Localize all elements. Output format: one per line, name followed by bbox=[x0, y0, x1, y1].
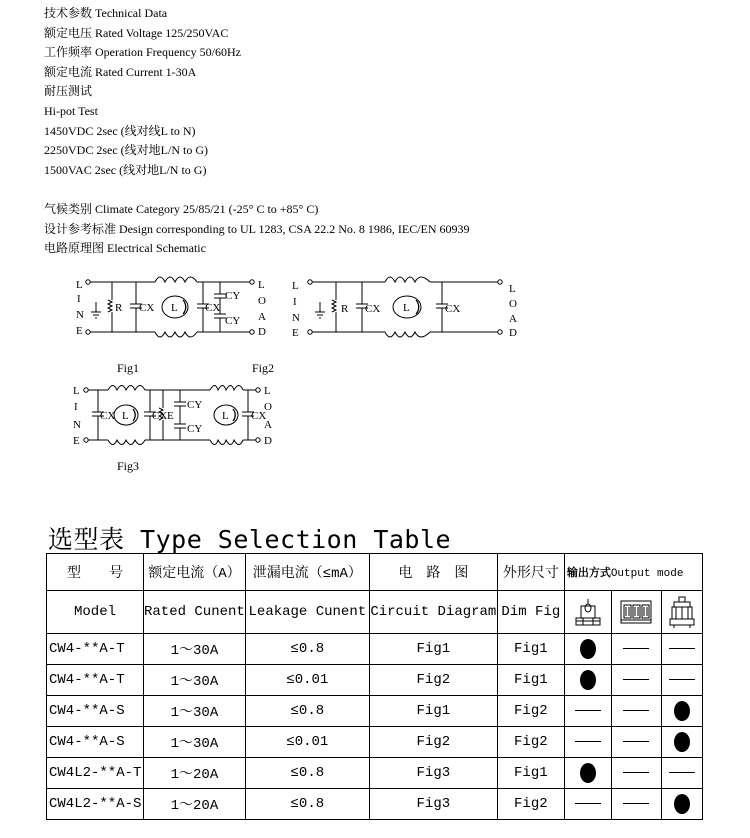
fig1-caption: Fig1 bbox=[117, 361, 140, 375]
cell-output-mode-3 bbox=[661, 696, 702, 727]
unavailable-dash-icon bbox=[575, 741, 601, 742]
fig2-cx1-label: CX bbox=[365, 303, 381, 315]
table-row bbox=[47, 634, 703, 665]
cell-model: CW4-**A-T bbox=[47, 665, 144, 696]
fig1-line-letter-4: E bbox=[76, 325, 83, 337]
table-row bbox=[47, 727, 703, 758]
cell-output-mode-1 bbox=[564, 634, 611, 665]
fig2-line-letter-3: N bbox=[292, 312, 300, 324]
unavailable-dash-icon bbox=[623, 648, 649, 649]
cell-model: CW4L2-**A-S bbox=[47, 789, 144, 820]
header-rated-en: Rated Cunent bbox=[144, 591, 246, 634]
available-dot-icon bbox=[580, 763, 596, 783]
cell-model: CW4L2-**A-T bbox=[47, 758, 144, 789]
design-standard: 设计参考标准 Design corresponding to UL 1283, CSA 22.2 No. 8 1986, IEC/EN 60939 bbox=[44, 221, 470, 236]
climate-category: 气候类别 Climate Category 25/85/21 (-25° C to +85° C) bbox=[44, 201, 319, 216]
header-circuit-en: Circuit Diagram bbox=[369, 591, 497, 634]
fig3-line-letter-2: I bbox=[74, 401, 78, 413]
cell-model: CW4-**A-T bbox=[47, 634, 144, 665]
fig2-r-label: R bbox=[341, 303, 349, 315]
tech-data-heading: 技术参数 Technical Data bbox=[44, 6, 168, 20]
cell-output-mode-3 bbox=[661, 727, 702, 758]
hipot-heading-cn: 耐压测试 bbox=[44, 84, 93, 99]
fig3-line-letter-3: N bbox=[73, 419, 81, 431]
available-dot-icon bbox=[674, 701, 690, 721]
table-row bbox=[47, 696, 703, 727]
header-output-mode bbox=[564, 554, 702, 591]
cell-circuit-diagram: Fig2 bbox=[369, 727, 497, 758]
fig1-r-label: R bbox=[115, 302, 123, 314]
hipot-line-1: 1450VDC 2sec (线对线L to N) bbox=[44, 123, 196, 138]
header-model-en: Model bbox=[47, 591, 144, 634]
unavailable-dash-icon bbox=[669, 679, 695, 680]
fig1-cy2-label: CY bbox=[225, 315, 241, 327]
fig3-cx1-label: CX bbox=[100, 410, 116, 422]
fig1-line-letter-2: I bbox=[77, 293, 81, 305]
fig1-line-letter-1: L bbox=[76, 279, 83, 291]
cell-circuit-diagram: Fig2 bbox=[369, 665, 497, 696]
fig3-load-letter-3: A bbox=[264, 419, 272, 431]
fig1-line-letter-3: N bbox=[76, 309, 84, 321]
rated-voltage: 额定电压 Rated Voltage 125/250VAC bbox=[44, 25, 229, 40]
cell-leakage-current: ≤0.8 bbox=[245, 634, 369, 665]
fig3-line-letter-4: E bbox=[73, 435, 80, 447]
cell-rated-current: 1～30A bbox=[144, 634, 246, 665]
unavailable-dash-icon bbox=[623, 803, 649, 804]
header-model-cn: 型 号 bbox=[47, 554, 144, 591]
fig2-caption: Fig2 bbox=[252, 361, 275, 375]
fig3-load-letter-4: D bbox=[264, 435, 272, 447]
rated-current: 额定电流 Rated Current 1-30A bbox=[44, 64, 197, 79]
fig1-diagram bbox=[86, 277, 254, 337]
cell-output-mode-2 bbox=[611, 758, 661, 789]
screw-terminal-block-icon bbox=[611, 591, 661, 634]
cell-dim-fig: Fig1 bbox=[497, 758, 564, 789]
cell-rated-current: 1～20A bbox=[144, 758, 246, 789]
cell-output-mode-2 bbox=[611, 789, 661, 820]
electrical-schematic bbox=[0, 262, 750, 477]
cell-leakage-current: ≤0.8 bbox=[245, 789, 369, 820]
cell-rated-current: 1～30A bbox=[144, 696, 246, 727]
type-selection-table bbox=[46, 553, 703, 820]
header-leak-en: Leakage Cunent bbox=[245, 591, 369, 634]
unavailable-dash-icon bbox=[575, 803, 601, 804]
cell-circuit-diagram: Fig1 bbox=[369, 696, 497, 727]
fig3-cy1-label: CY bbox=[187, 399, 203, 411]
cell-dim-fig: Fig2 bbox=[497, 696, 564, 727]
cell-dim-fig: Fig1 bbox=[497, 665, 564, 696]
unavailable-dash-icon bbox=[623, 710, 649, 711]
cell-leakage-current: ≤0.8 bbox=[245, 758, 369, 789]
cell-output-mode-2 bbox=[611, 696, 661, 727]
fig2-load-letter-3: A bbox=[509, 313, 517, 325]
cell-output-mode-1 bbox=[564, 789, 611, 820]
fig1-l-label: L bbox=[171, 302, 178, 314]
fig1-load-letter-3: A bbox=[258, 311, 266, 323]
header-circuit-cn: 电 路 图 bbox=[369, 554, 497, 591]
header-rated-cn: 额定电流（A） bbox=[144, 554, 246, 591]
fig2-line-letter-1: L bbox=[292, 280, 299, 292]
cell-dim-fig: Fig2 bbox=[497, 789, 564, 820]
fig2-line-letter-4: E bbox=[292, 327, 299, 339]
header-dim-en: Dim Fig bbox=[497, 591, 564, 634]
fig2-l-label: L bbox=[403, 302, 410, 314]
fig1-cy1-label: CY bbox=[225, 290, 241, 302]
hipot-heading-en: Hi-pot Test bbox=[44, 103, 98, 118]
fig2-load-letter-1: L bbox=[509, 283, 516, 295]
cell-circuit-diagram: Fig3 bbox=[369, 789, 497, 820]
cell-model: CW4-**A-S bbox=[47, 696, 144, 727]
terminal-tab-icon bbox=[564, 591, 611, 634]
type-selection-title: 选型表 Type Selection Table bbox=[48, 525, 452, 554]
cell-output-mode-3 bbox=[661, 758, 702, 789]
unavailable-dash-icon bbox=[623, 772, 649, 773]
fig3-cx3-label: CX bbox=[251, 410, 267, 422]
header-output-cn: 输出方式 bbox=[566, 568, 611, 580]
cell-rated-current: 1～30A bbox=[144, 665, 246, 696]
unavailable-dash-icon bbox=[669, 772, 695, 773]
cell-rated-current: 1～30A bbox=[144, 727, 246, 758]
stud-terminal-icon bbox=[661, 591, 702, 634]
cell-dim-fig: Fig2 bbox=[497, 727, 564, 758]
cell-output-mode-2 bbox=[611, 665, 661, 696]
fig3-cx2-label: CX bbox=[152, 410, 168, 422]
cell-leakage-current: ≤0.01 bbox=[245, 727, 369, 758]
cell-output-mode-2 bbox=[611, 727, 661, 758]
cell-output-mode-3 bbox=[661, 634, 702, 665]
available-dot-icon bbox=[674, 732, 690, 752]
fig2-load-letter-4: D bbox=[509, 327, 517, 339]
technical-data-section bbox=[44, 4, 470, 259]
unavailable-dash-icon bbox=[623, 741, 649, 742]
table-row bbox=[47, 665, 703, 696]
fig3-load-letter-2: O bbox=[264, 401, 272, 413]
fig3-e-label: E bbox=[167, 410, 174, 422]
cell-rated-current: 1～20A bbox=[144, 789, 246, 820]
unavailable-dash-icon bbox=[669, 648, 695, 649]
fig1-cx1-label: CX bbox=[139, 302, 155, 314]
fig1-cx2-label: CX bbox=[205, 302, 221, 314]
header-output-en: Output mode bbox=[610, 568, 684, 580]
header-leak-cn: 泄漏电流（≤mA） bbox=[245, 554, 369, 591]
cell-leakage-current: ≤0.01 bbox=[245, 665, 369, 696]
table-row bbox=[47, 758, 703, 789]
cell-output-mode-1 bbox=[564, 727, 611, 758]
available-dot-icon bbox=[580, 670, 596, 690]
table-row bbox=[47, 789, 703, 820]
cell-output-mode-1 bbox=[564, 696, 611, 727]
cell-circuit-diagram: Fig1 bbox=[369, 634, 497, 665]
unavailable-dash-icon bbox=[623, 679, 649, 680]
fig3-load-letter-1: L bbox=[264, 385, 271, 397]
cell-dim-fig: Fig1 bbox=[497, 634, 564, 665]
fig3-l2-label: L bbox=[222, 410, 229, 422]
cell-model: CW4-**A-S bbox=[47, 727, 144, 758]
available-dot-icon bbox=[674, 794, 690, 814]
schematic-heading: 电路原理图 Electrical Schematic bbox=[44, 241, 206, 256]
cell-circuit-diagram: Fig3 bbox=[369, 758, 497, 789]
hipot-line-3: 1500VAC 2sec (线对地L/N to G) bbox=[44, 162, 207, 177]
fig1-load-letter-4: D bbox=[258, 326, 266, 338]
fig3-l1-label: L bbox=[122, 410, 129, 422]
operation-frequency: 工作频率 Operation Frequency 50/60Hz bbox=[44, 45, 241, 60]
cell-output-mode-3 bbox=[661, 665, 702, 696]
cell-output-mode-1 bbox=[564, 758, 611, 789]
unavailable-dash-icon bbox=[575, 710, 601, 711]
cell-leakage-current: ≤0.8 bbox=[245, 696, 369, 727]
fig1-load-letter-1: L bbox=[258, 279, 265, 291]
fig2-load-letter-2: O bbox=[509, 298, 517, 310]
cell-output-mode-3 bbox=[661, 789, 702, 820]
fig3-cy2-label: CY bbox=[187, 423, 203, 435]
fig2-line-letter-2: I bbox=[293, 296, 297, 308]
fig3-line-letter-1: L bbox=[73, 385, 80, 397]
header-dim-cn: 外形尺寸 bbox=[497, 554, 564, 591]
fig2-cx2-label: CX bbox=[445, 303, 461, 315]
fig1-load-letter-2: O bbox=[258, 295, 266, 307]
available-dot-icon bbox=[580, 639, 596, 659]
cell-output-mode-1 bbox=[564, 665, 611, 696]
hipot-line-2: 2250VDC 2sec (线对地L/N to G) bbox=[44, 143, 208, 158]
cell-output-mode-2 bbox=[611, 634, 661, 665]
fig3-caption: Fig3 bbox=[117, 459, 140, 473]
